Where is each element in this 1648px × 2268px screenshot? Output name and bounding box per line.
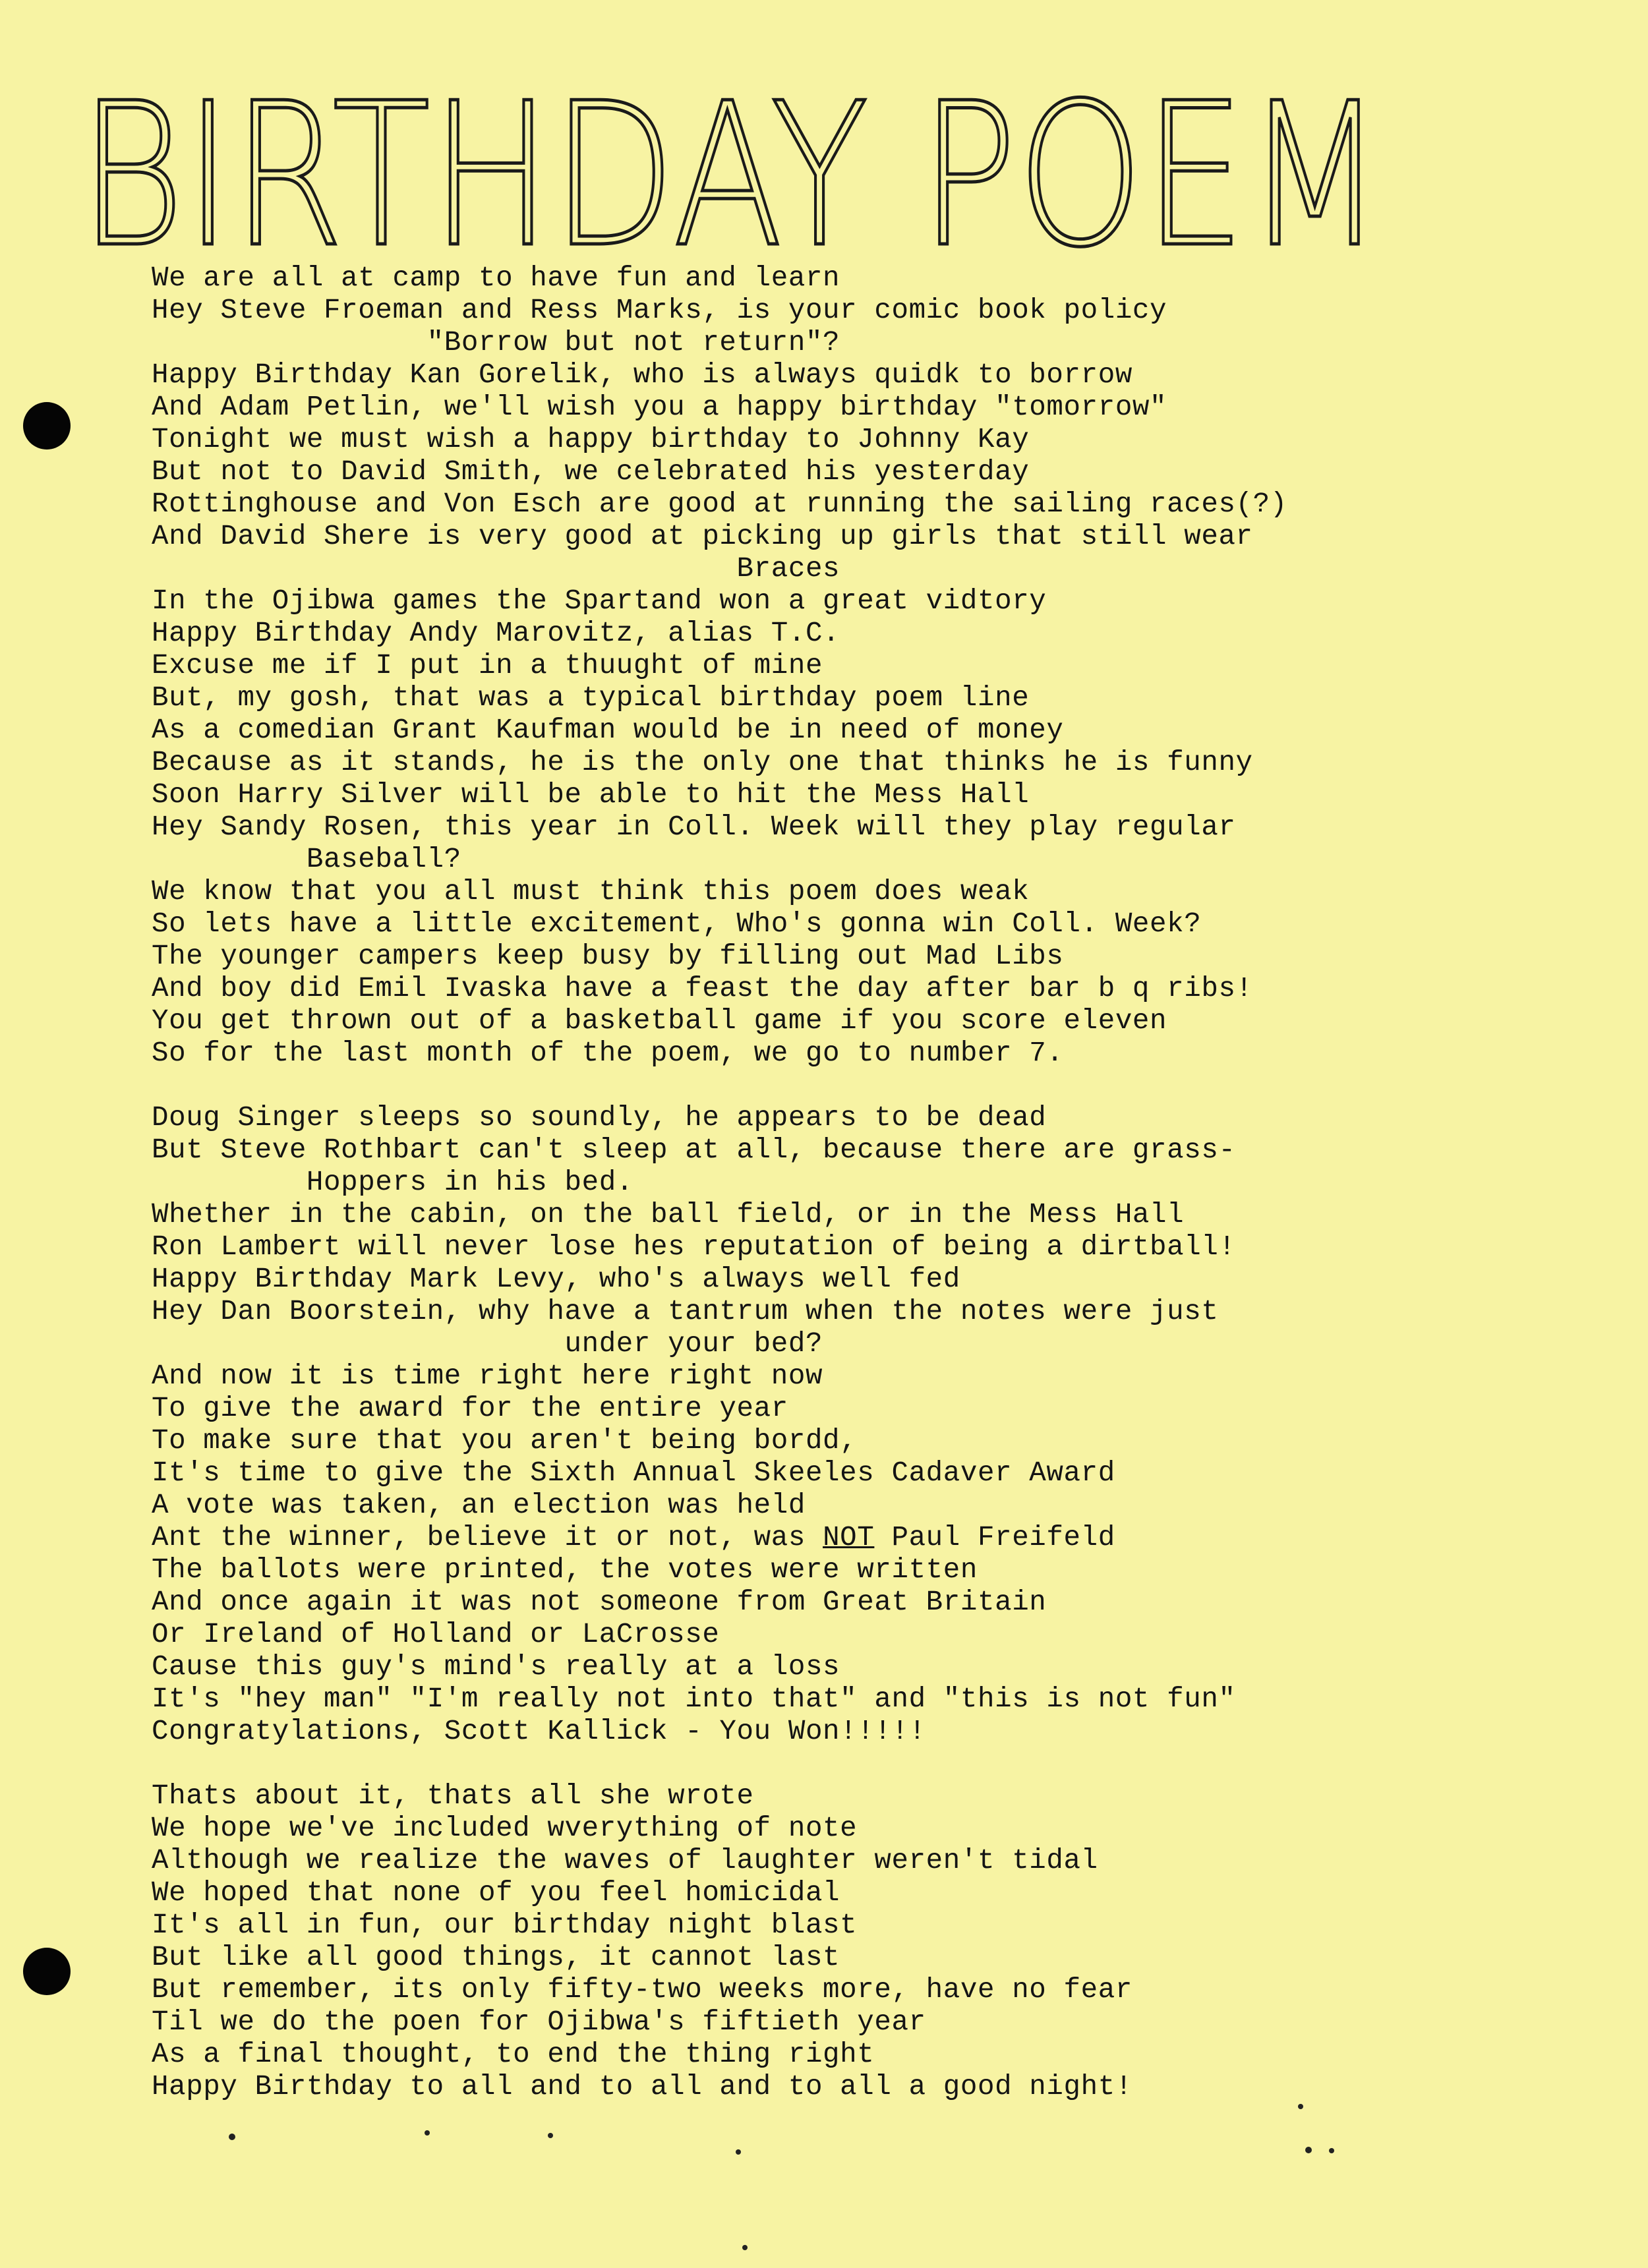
poem-line: Ant the winner, believe it or not, was NOT Paul Freifeld (152, 1522, 1115, 1554)
poem-line: Whether in the cabin, on the ball field, or in the Mess Hall (152, 1199, 1185, 1231)
poem-line: Thats about it, thats all she wrote (152, 1780, 754, 1812)
poem-line: It's time to give the Sixth Annual Skeeles Cadaver Award (152, 1457, 1115, 1489)
poem-line: Tonight we must wish a happy birthday to Johnny Kay (152, 424, 1030, 455)
poem-line: But not to David Smith, we celebrated his yesterday (152, 456, 1030, 488)
poem-line: Doug Singer sleeps so soundly, he appears to be dead (152, 1102, 1047, 1134)
poem-line: Cause this guy's mind's really at a loss (152, 1651, 840, 1683)
poem-line: And Adam Petlin, we'll wish you a happy birthday "tomorrow" (152, 392, 1167, 423)
poem-line: Baseball? (152, 844, 461, 875)
poem-line: To make sure that you aren't being bordd, (152, 1425, 858, 1457)
punch-hole-bottom (23, 1948, 71, 1995)
poem-line: We hope we've included wverything of note (152, 1813, 858, 1844)
poem-line: Or Ireland of Holland or LaCrosse (152, 1619, 720, 1650)
poem-line: A vote was taken, an election was held (152, 1490, 806, 1521)
poem-line: Braces (152, 553, 840, 585)
poem-line: Soon Harry Silver will be able to hit the Mess Hall (152, 779, 1030, 811)
poem-line: And boy did Emil Ivaska have a feast the day after bar b q ribs! (152, 973, 1253, 1004)
poem-line: The ballots were printed, the votes were written (152, 1554, 978, 1586)
poem-line (152, 1748, 1503, 1780)
poem-line: Rottinghouse and Von Esch are good at running the sailing races(?) (152, 488, 1287, 520)
poem-line: But, my gosh, that was a typical birthday poem line (152, 682, 1030, 714)
poem-line: As a final thought, to end the thing right (152, 2039, 875, 2070)
poem-line: Happy Birthday Andy Marovitz, alias T.C. (152, 618, 840, 649)
punch-hole-top (23, 402, 71, 450)
poem-line: But remember, its only fifty-two weeks more, have no fear (152, 1974, 1133, 2006)
poem-line: But Steve Rothbart can't sleep at all, because there are grass- (152, 1134, 1236, 1166)
poem-line: Happy Birthday Mark Levy, who's always well fed (152, 1264, 960, 1295)
poem-line: under your bed? (152, 1328, 823, 1360)
poem-line: Congratylations, Scott Kallick - You Won!!!!! (152, 1716, 926, 1747)
poem-line: We know that you all must think this poem does weak (152, 876, 1030, 908)
poem-line: Hey Sandy Rosen, this year in Coll. Week will they play regular (152, 811, 1236, 843)
poem-body (152, 262, 1503, 2103)
poem-line: Til we do the poen for Ojibwa's fiftieth year (152, 2006, 926, 2038)
poem-line: Happy Birthday to all and to all and to all a good night! (152, 2071, 1133, 2103)
poem-line: In the Ojibwa games the Spartand won a great vidtory (152, 585, 1047, 617)
poem-line: You get thrown out of a basketball game if you score eleven (152, 1005, 1167, 1037)
poem-line: Although we realize the waves of laughter weren't tidal (152, 1845, 1098, 1876)
poem-line: Because as it stands, he is the only one that thinks he is funny (152, 747, 1253, 778)
poem-line: The younger campers keep busy by filling out Mad Libs (152, 941, 1064, 972)
poem-line: Hey Dan Boorstein, why have a tantrum when the notes were just (152, 1296, 1219, 1327)
poem-line: It's all in fun, our birthday night blast (152, 1909, 858, 1941)
poem-line: But like all good things, it cannot last (152, 1942, 840, 1973)
poem-line: As a comedian Grant Kaufman would be in need of money (152, 714, 1064, 746)
poem-line: "Borrow but not return"? (152, 327, 840, 359)
poem-line: And once again it was not someone from Great Britain (152, 1586, 1047, 1618)
poem-line: So lets have a little excitement, Who's gonna win Coll. Week? (152, 908, 1202, 940)
poem-line: So for the last month of the poem, we go to number 7. (152, 1037, 1064, 1069)
poem-line: To give the award for the entire year (152, 1393, 788, 1424)
poem-line: Ron Lambert will never lose hes reputation of being a dirtball! (152, 1231, 1236, 1263)
poem-line: Excuse me if I put in a thuught of mine (152, 650, 823, 682)
poem-line (152, 1070, 1503, 1102)
poem-line: Hoppers in his bed. (152, 1167, 633, 1198)
title-text: BIRTHDAY POEM (79, 79, 1384, 264)
poem-line: And David Shere is very good at picking up girls that still wear (152, 521, 1253, 552)
poem-line: Happy Birthday Kan Gorelik, who is always quidk to borrow (152, 359, 1133, 391)
page-title (79, 79, 1384, 264)
poem-line: We are all at camp to have fun and learn (152, 262, 840, 294)
poem-line: And now it is time right here right now (152, 1360, 823, 1392)
poem-line: We hoped that none of you feel homicidal (152, 1877, 840, 1909)
poem-line: Hey Steve Froeman and Ress Marks, is your comic book policy (152, 295, 1167, 326)
poem-line: It's "hey man" "I'm really not into that" and "this is not fun" (152, 1683, 1236, 1715)
